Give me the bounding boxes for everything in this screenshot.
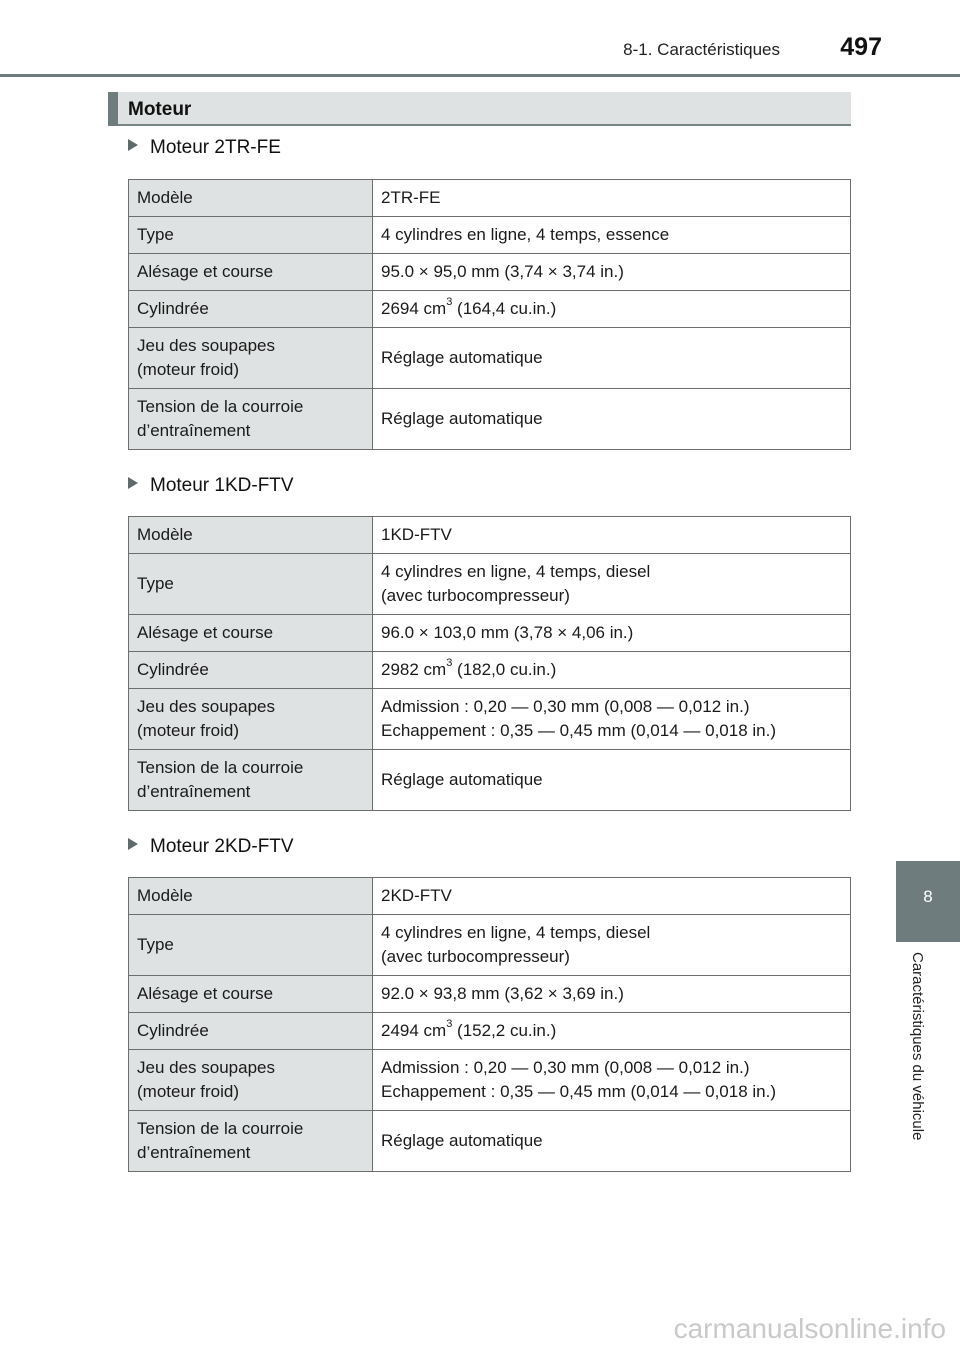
triangle-bullet-icon xyxy=(128,477,138,489)
row-label: Jeu des soupapes (moteur froid) xyxy=(129,328,373,389)
engine-heading-2tr-fe xyxy=(128,137,281,159)
chapter-number: 8 xyxy=(923,887,933,906)
row-label: Modèle xyxy=(129,517,373,554)
table-row xyxy=(129,254,851,291)
table-row xyxy=(129,976,851,1013)
row-value: 95.0 × 95,0 mm (3,74 × 3,74 in.) xyxy=(373,254,851,291)
table-row xyxy=(129,915,851,976)
row-label: Cylindrée xyxy=(129,1013,373,1050)
row-label: Type xyxy=(129,554,373,615)
header-divider xyxy=(0,74,960,77)
table-row xyxy=(129,1050,851,1111)
engine-heading-1kd-ftv xyxy=(128,475,294,497)
row-label: Jeu des soupapes (moteur froid) xyxy=(129,689,373,750)
row-value: 2494 $cm^3$ (152,2 cu.in.) xyxy=(373,1013,851,1050)
table-row xyxy=(129,217,851,254)
row-value: 1KD-FTV xyxy=(373,517,851,554)
section-title: Moteur xyxy=(128,99,192,120)
row-value: 2KD-FTV xyxy=(373,878,851,915)
engine-heading-text: Moteur 1KD-FTV xyxy=(150,475,294,496)
row-value: Admission : 0,20 — 0,30 mm (0,008 — 0,012 in.) Echappement : 0,35 — 0,45 mm (0,014 — 0,018 in.) xyxy=(373,1050,851,1111)
table-row xyxy=(129,517,851,554)
row-label: Modèle xyxy=(129,180,373,217)
watermark: carmanualsonline.info xyxy=(673,1313,946,1344)
table-row xyxy=(129,1111,851,1172)
row-value: Réglage automatique xyxy=(373,1111,851,1172)
row-value: Réglage automatique xyxy=(373,328,851,389)
row-value: 4 cylindres en ligne, 4 temps, essence xyxy=(373,217,851,254)
row-value: 4 cylindres en ligne, 4 temps, diesel (avec turbocompresseur) xyxy=(373,554,851,615)
table-row xyxy=(129,689,851,750)
engine-heading-2kd-ftv xyxy=(128,836,294,858)
table-row xyxy=(129,878,851,915)
triangle-bullet-icon xyxy=(128,139,138,151)
table-row xyxy=(129,180,851,217)
table-row xyxy=(129,615,851,652)
row-label: Alésage et course xyxy=(129,254,373,291)
row-value: 2TR-FE xyxy=(373,180,851,217)
page-number: 497 xyxy=(840,33,882,61)
table-row xyxy=(129,750,851,811)
triangle-bullet-icon xyxy=(128,838,138,850)
row-value: 92.0 × 93,8 mm (3,62 × 3,69 in.) xyxy=(373,976,851,1013)
table-row xyxy=(129,652,851,689)
row-label: Cylindrée xyxy=(129,291,373,328)
table-row xyxy=(129,554,851,615)
chapter-tab xyxy=(896,861,960,942)
row-label: Cylindrée xyxy=(129,652,373,689)
row-value: 96.0 × 103,0 mm (3,78 × 4,06 in.) xyxy=(373,615,851,652)
section-title-bar xyxy=(108,92,851,126)
row-label: Jeu des soupapes (moteur froid) xyxy=(129,1050,373,1111)
row-label: Alésage et course xyxy=(129,976,373,1013)
table-row xyxy=(129,291,851,328)
row-label: Tension de la courroie d’entraînement xyxy=(129,750,373,811)
row-label: Type xyxy=(129,217,373,254)
row-label: Alésage et course xyxy=(129,615,373,652)
spec-table-1kd-ftv xyxy=(128,516,851,811)
row-value: 4 cylindres en ligne, 4 temps, diesel (avec turbocompresseur) xyxy=(373,915,851,976)
row-label: Tension de la courroie d’entraînement xyxy=(129,1111,373,1172)
table-row xyxy=(129,1013,851,1050)
row-label: Modèle xyxy=(129,878,373,915)
engine-heading-text: Moteur 2KD-FTV xyxy=(150,836,294,857)
spec-table-2tr-fe xyxy=(128,179,851,450)
chapter-label: Caractéristiques du véhicule xyxy=(909,952,926,1141)
row-label: Tension de la courroie d’entraînement xyxy=(129,389,373,450)
row-value: 2694 $cm^3$ (164,4 cu.in.) xyxy=(373,291,851,328)
table-row xyxy=(129,389,851,450)
row-label: Type xyxy=(129,915,373,976)
row-value: Réglage automatique xyxy=(373,389,851,450)
section-title-accent xyxy=(108,92,118,126)
table-row xyxy=(129,328,851,389)
running-header-section: 8-1. Caractéristiques xyxy=(623,40,780,59)
row-value: 2982 $cm^3$ (182,0 cu.in.) xyxy=(373,652,851,689)
spec-table-2kd-ftv xyxy=(128,877,851,1172)
row-value: Réglage automatique xyxy=(373,750,851,811)
row-value: Admission : 0,20 — 0,30 mm (0,008 — 0,012 in.) Echappement : 0,35 — 0,45 mm (0,014 — 0,018 in.) xyxy=(373,689,851,750)
engine-heading-text: Moteur 2TR-FE xyxy=(150,137,281,158)
